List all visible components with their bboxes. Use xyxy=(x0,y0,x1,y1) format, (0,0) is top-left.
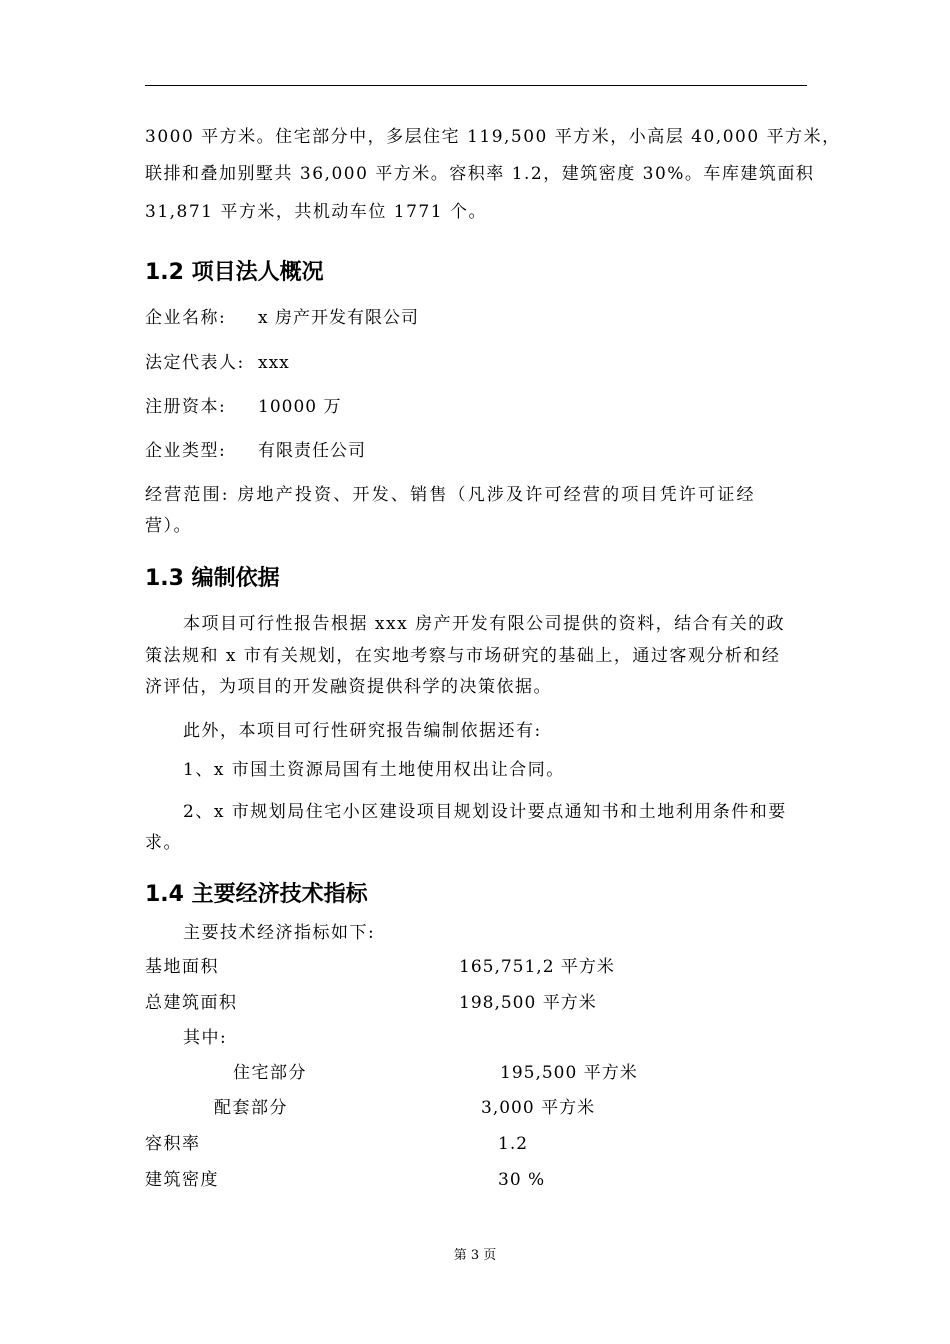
residential-label: 住宅部分 xyxy=(233,1063,307,1083)
intro-line-2: 联排和叠加别墅共 36,000 平方米。容积率 1.2，建筑密度 30%。车库建筑面积 xyxy=(145,164,815,184)
page-number: 第 3 页 xyxy=(453,1248,497,1263)
site-area-label: 基地面积 xyxy=(145,957,219,977)
floor-area-ratio-label: 容积率 xyxy=(145,1134,201,1154)
basis-para-1-line-1: 本项目可行性报告根据 xxx 房产开发有限公司提供的资料，结合有关的政 xyxy=(183,614,786,634)
building-density-value: 30 % xyxy=(498,1170,546,1190)
basis-para-2: 此外，本项目可行性研究报告编制依据还有: xyxy=(183,721,542,741)
section-1-4-heading: 1.4 主要经济技术指标 xyxy=(145,882,368,907)
section-1-2-heading: 1.2 项目法人概况 xyxy=(145,260,324,285)
registered-capital-label: 注册资本: xyxy=(145,397,227,417)
total-floor-area-value: 198,500 平方米 xyxy=(459,993,597,1013)
company-type-value: 有限责任公司 xyxy=(258,441,366,461)
legal-rep-value: xxx xyxy=(258,353,290,373)
company-name-value: x 房产开发有限公司 xyxy=(258,308,419,328)
floor-area-ratio-value: 1.2 xyxy=(498,1134,529,1154)
site-area-value: 165,751,2 平方米 xyxy=(459,957,615,977)
registered-capital-value: 10000 万 xyxy=(258,397,342,417)
basis-item-2-line-1: 2、x 市规划局住宅小区建设项目规划设计要点通知书和土地利用条件和要 xyxy=(183,802,787,822)
legal-rep-label: 法定代表人: xyxy=(145,353,245,373)
of-which-label: 其中: xyxy=(183,1028,228,1048)
intro-line-1: 3000 平方米。住宅部分中，多层住宅 119,500 平方米，小高层 40,000 平方米， xyxy=(145,127,841,147)
building-density-label: 建筑密度 xyxy=(145,1170,219,1190)
business-scope-line-1: 经营范围: 房地产投资、开发、销售（凡涉及许可经营的项目凭许可证经 xyxy=(145,485,756,505)
supporting-facilities-label: 配套部分 xyxy=(214,1098,288,1118)
business-scope-line-2: 营）。 xyxy=(145,516,192,536)
section-1-3-heading: 1.3 编制依据 xyxy=(145,566,280,591)
company-type-label: 企业类型: xyxy=(145,441,227,461)
header-rule xyxy=(145,85,807,86)
total-floor-area-label: 总建筑面积 xyxy=(145,993,238,1013)
basis-para-1-line-2: 策法规和 x 市有关规划，在实地考察与市场研究的基础上，通过客观分析和经 xyxy=(145,646,781,666)
basis-item-2-line-2: 求。 xyxy=(145,833,182,853)
intro-line-3: 31,871 平方米，共机动车位 1771 个。 xyxy=(145,202,487,222)
residential-value: 195,500 平方米 xyxy=(500,1063,638,1083)
supporting-facilities-value: 3,000 平方米 xyxy=(481,1098,596,1118)
basis-item-1: 1、x 市国土资源局国有土地使用权出让合同。 xyxy=(183,760,565,780)
company-name-label: 企业名称: xyxy=(145,308,227,328)
basis-para-1-line-3: 济评估，为项目的开发融资提供科学的决策依据。 xyxy=(145,677,552,697)
indicators-intro: 主要技术经济指标如下: xyxy=(183,923,376,943)
